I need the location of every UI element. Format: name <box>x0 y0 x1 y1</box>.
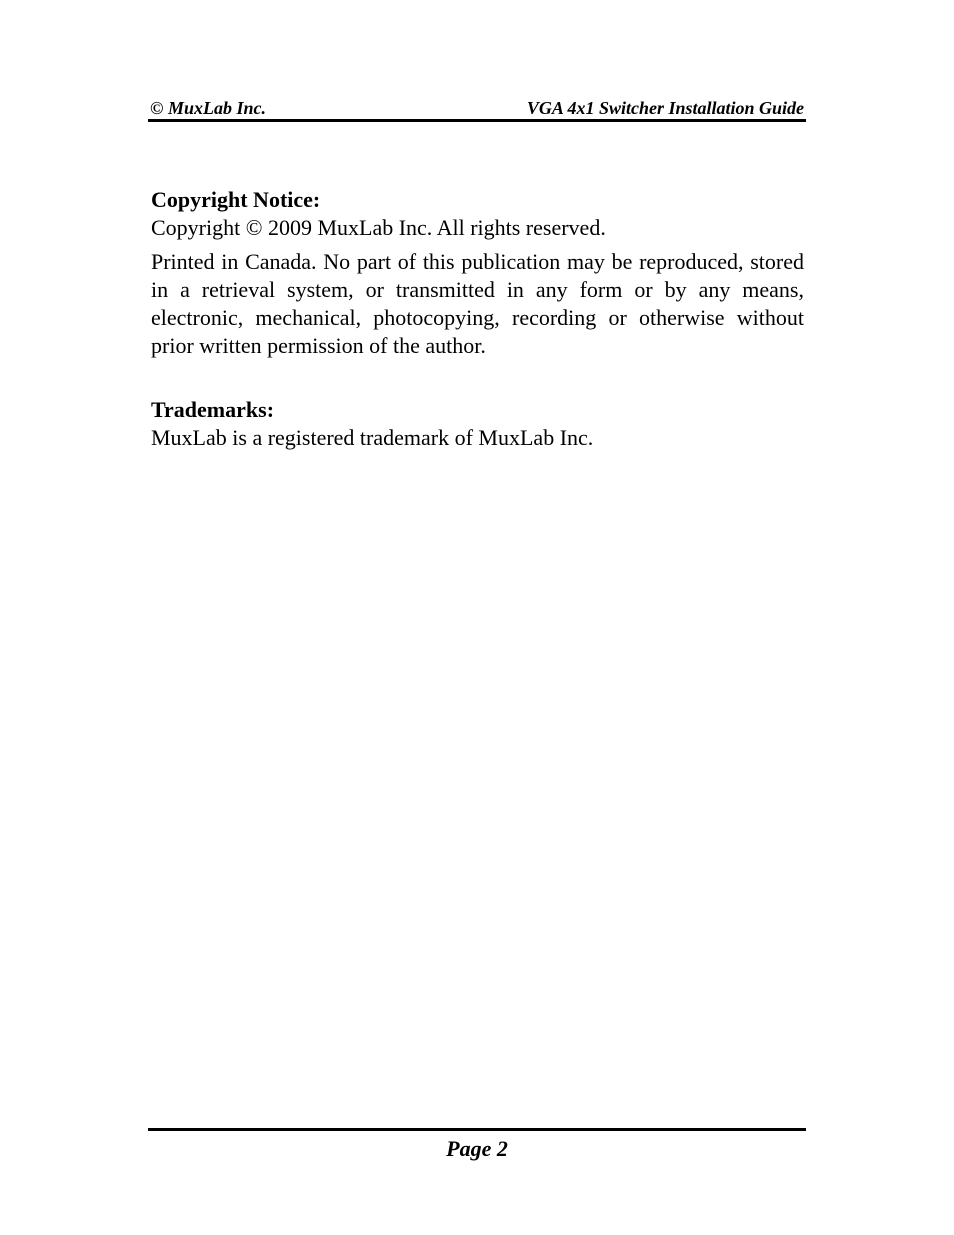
copyright-statement: Copyright © 2009 MuxLab Inc. All rights reserved. <box>151 215 606 240</box>
trademarks-section <box>151 396 804 452</box>
trademarks-statement: MuxLab is a registered trademark of MuxLab Inc. <box>151 425 594 450</box>
trademarks-heading: Trademarks: <box>151 397 275 422</box>
page-body <box>151 186 804 452</box>
copyright-section <box>151 186 804 360</box>
copyright-heading: Copyright Notice: <box>151 187 321 212</box>
header-company: © MuxLab Inc. <box>150 98 266 118</box>
copyright-restrictions: Printed in Canada. No part of this publication may be reproduced, stored in a retrieval system, or transmitted in any form or by any means, electronic, mechanical, photocopying, recording or otherwise without prior written permission of the author. <box>151 249 804 358</box>
page-header <box>148 96 806 122</box>
page-footer <box>148 1128 806 1163</box>
page-number: Page 2 <box>446 1136 508 1161</box>
header-document-title: VGA 4x1 Switcher Installation Guide <box>526 98 804 118</box>
